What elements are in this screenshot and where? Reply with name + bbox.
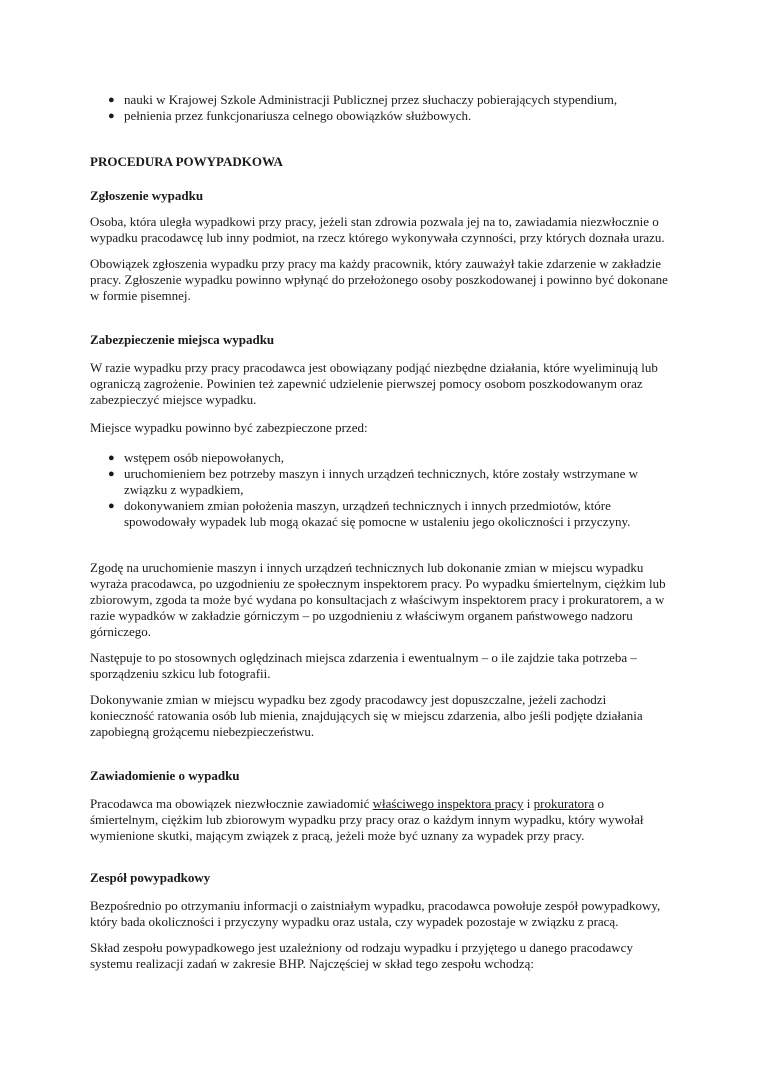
paragraph-notification: Pracodawca ma obowiązek niezwłocznie zawiadomić właściwego inspektora pracy i prokuratora o śmiertelnym, ciężkim lub zbiorowym wypadku przy pracy oraz o każdym innym wypadku, który wywołał wymienione skutki, mającym związek z pracą, jeżeli może być uznany za wypadek przy pracy. [90,796,644,843]
bullet-icon: ● [108,468,115,480]
paragraph: Obowiązek zgłoszenia wypadku przy pracy ma każdy pracownik, który zauważył takie zdarzenie w zakładzie pracy. Zgłoszenie wypadku powinno wpłynąć do przełożonego osoby poszkodowanej i powinno być dokonane w formie pisemnej. [90,256,668,303]
secure-bullet-list [108,450,668,530]
list-item: ● uruchomieniem bez potrzeby maszyn i innych urządzeń technicznych, które zostały wstrzymane w związku z wypadkiem, [108,466,639,497]
list-item: ● nauki w Krajowej Szkole Administracji Publicznej przez słuchaczy pobierających stypendium, [108,92,618,107]
main-heading: PROCEDURA POWYPADKOWA [90,154,283,169]
heading-zgloszenie: Zgłoszenie wypadku [90,188,204,203]
paragraph: Zgodę na uruchomienie maszyn i innych urządzeń technicznych lub dokonanie zmian w miejscu wypadku wyraża pracodawca, po uzgodnieniu ze społecznym inspektorem pracy. Po wypadku śmiertelnym, ciężkim lub zbiorowym, zgoda ta może być wydana po konsultacjach z właściwym inspektorem pracy i prokuratorem, a w razie wypadków w zakładzie górniczym – po uzgodnieniu z właściwym organem państwowego nadzoru górniczego. [90,560,666,639]
paragraph: Miejsce wypadku powinno być zabezpieczone przed: [90,420,368,435]
bullet-icon: ● [108,94,115,106]
list-item: ● wstępem osób niepowołanych, [108,450,284,465]
list-item: ● pełnienia przez funkcjonariusza celnego obowiązków służbowych. [108,108,472,123]
paragraph: Dokonywanie zmian w miejscu wypadku bez zgody pracodawcy jest dopuszczalne, jeżeli zachodzi konieczność ratowania osób lub mienia, znajdujących się w miejscu zdarzenia, albo jeśli podjęte działania zapobiegną grożącemu niebezpieczeństwu. [90,692,643,739]
paragraph: W razie wypadku przy pracy pracodawca jest obowiązany podjąć niezbędne działania, które wyeliminują lub ograniczą zagrożenie. Powinien też zapewnić udzielenie pierwszej pomocy osobom poszkodowanym oraz zabezpieczyć miejsce wypadku. [90,360,658,407]
paragraph: Osoba, która uległa wypadkowi przy pracy, jeżeli stan zdrowia pozwala jej na to, zawiadamia niezwłocznie o wypadku pracodawcę lub inny podmiot, na rzecz którego wykonywała czynności, przy których doznała urazu. [90,214,665,245]
prosecutor-link[interactable]: prokuratora [533,796,595,811]
paragraph: Bezpośrednio po otrzymaniu informacji o zaistniałym wypadku, pracodawca powołuje zespół powypadkowy, który bada okoliczności i przyczyny wypadku oraz ustala, czy wypadek pozostaje w związku z pracą. [90,898,661,929]
bullet-icon: ● [108,452,115,464]
intro-bullet-list [108,92,668,124]
inspector-link[interactable]: właściwego inspektora pracy [372,796,524,811]
heading-zawiadomienie: Zawiadomienie o wypadku [90,768,240,783]
list-item: ● dokonywaniem zmian położenia maszyn, urządzeń technicznych i innych przedmiotów, które spowodowały wypadek lub mogą okazać się pomocne w ustaleniu jego okoliczności i przyczyny. [108,498,631,529]
heading-zespol: Zespół powypadkowy [90,870,211,885]
bullet-icon: ● [108,500,115,512]
paragraph: Skład zespołu powypadkowego jest uzależniony od rodzaju wypadku i przyjętego u danego pracodawcy systemu realizacji zadań w zakresie BHP. Najczęściej w skład tego zespołu wchodzą: [90,940,633,971]
heading-zabezpieczenie: Zabezpieczenie miejsca wypadku [90,332,275,347]
bullet-icon: ● [108,110,115,122]
paragraph: Następuje to po stosownych oględzinach miejsca zdarzenia i ewentualnym – o ile zajdzie taka potrzeba – sporządzeniu szkicu lub fotografii. [90,650,637,681]
